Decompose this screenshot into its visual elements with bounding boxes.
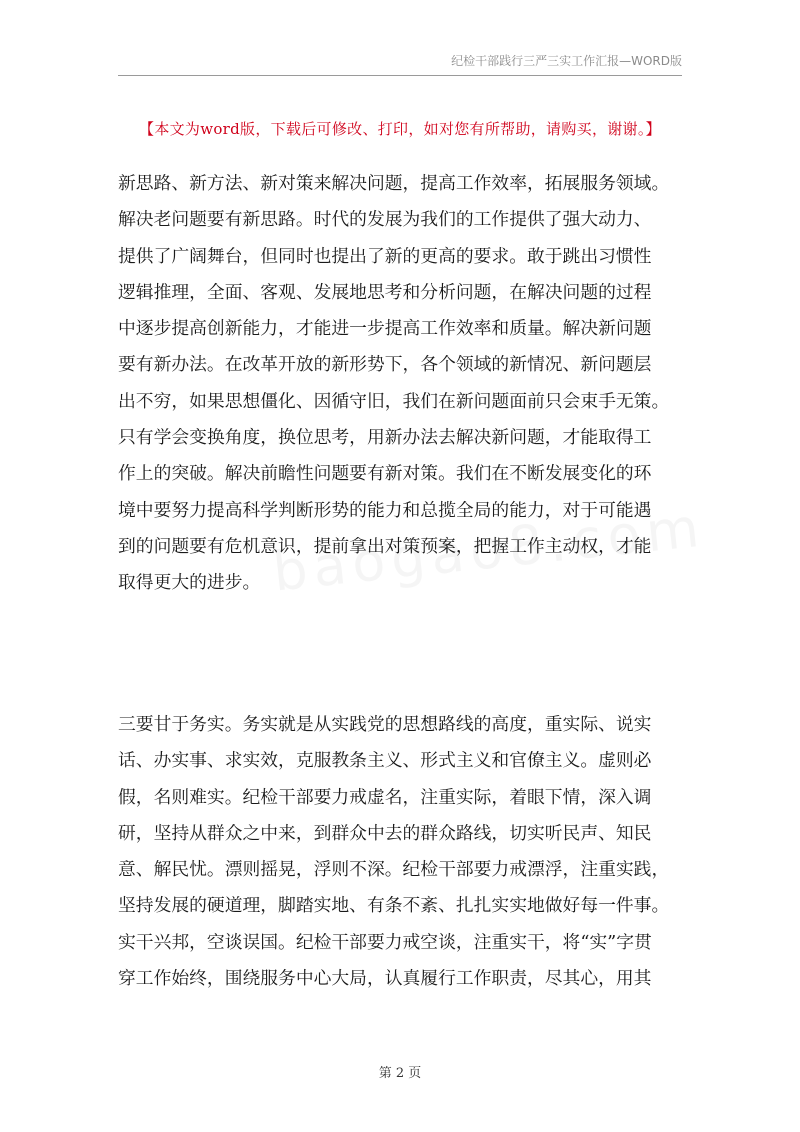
text-line: 取得更大的进步。 (118, 572, 261, 594)
text-line: 意、解民忧。漂则摇晃，浮则不深。纪检干部要力戒漂浮，注重实践， (118, 859, 670, 881)
text-line: 中逐步提高创新能力，才能进一步提高工作效率和质量。解决新问题 (118, 318, 652, 340)
text-line: 话、办实事、求实效，克服教条主义、形式主义和官僚主义。虚则必 (118, 750, 652, 772)
text-line: 逻辑推理，全面、客观、发展地思考和分析问题，在解决问题的过程 (118, 281, 652, 303)
purchase-notice: 【本文为word版，下载后可修改、打印，如对您有所帮助，请购买，谢谢。】 (139, 120, 661, 138)
text-line: 到的问题要有危机意识，提前拿出对策预案，把握工作主动权，才能 (118, 535, 652, 557)
text-line: 研，坚持从群众之中来，到群众中去的群众路线，切实听民声、知民 (118, 822, 652, 844)
text-line: 要有新办法。在改革开放的新形势下，各个领域的新情况、新问题层 (118, 354, 652, 376)
text-line: 新思路、新方法、新对策来解决问题，提高工作效率，拓展服务领域。 (118, 173, 670, 194)
text-line: 提供了广阔舞台，但同时也提出了新的更高的要求。敢于跳出习惯性 (118, 245, 652, 267)
text-line: 作上的突破。解决前瞻性问题要有新对策。我们在不断发展变化的环 (118, 463, 652, 485)
document-header-title: 纪检干部践行三严三实工作汇报—WORD版 (451, 54, 682, 68)
body-paragraph-2 (118, 707, 682, 997)
text-line: 解决老问题要有新思路。时代的发展为我们的工作提供了强大动力、 (118, 209, 652, 231)
header-divider (118, 75, 682, 76)
text-line: 境中要努力提高科学判断形势的能力和总揽全局的能力，对于可能遇 (118, 499, 652, 521)
text-line: 坚持发展的硬道理，脚踏实地、有条不紊、扎扎实实地做好每一件事。 (118, 895, 670, 917)
text-line: 穿工作始终，围绕服务中心大局，认真履行工作职责，尽其心，用其 (118, 968, 652, 990)
page-number: 第 2 页 (378, 1066, 422, 1081)
text-line: 假，名则难实。纪检干部要力戒虚名，注重实际，着眼下情，深入调 (118, 786, 652, 808)
text-line: 只有学会变换角度，换位思考，用新办法去解决新问题，才能取得工 (118, 427, 652, 449)
text-line: 三要甘于务实。务实就是从实践党的思想路线的高度，重实际、说实 (118, 714, 652, 735)
body-paragraph-1 (118, 166, 682, 602)
text-line: 实干兴邦，空谈误国。纪检干部要力戒空谈，注重实干，将“实”字贯 (118, 931, 652, 953)
text-line: 出不穷，如果思想僵化、因循守旧，我们在新问题面前只会束手无策。 (118, 390, 670, 412)
